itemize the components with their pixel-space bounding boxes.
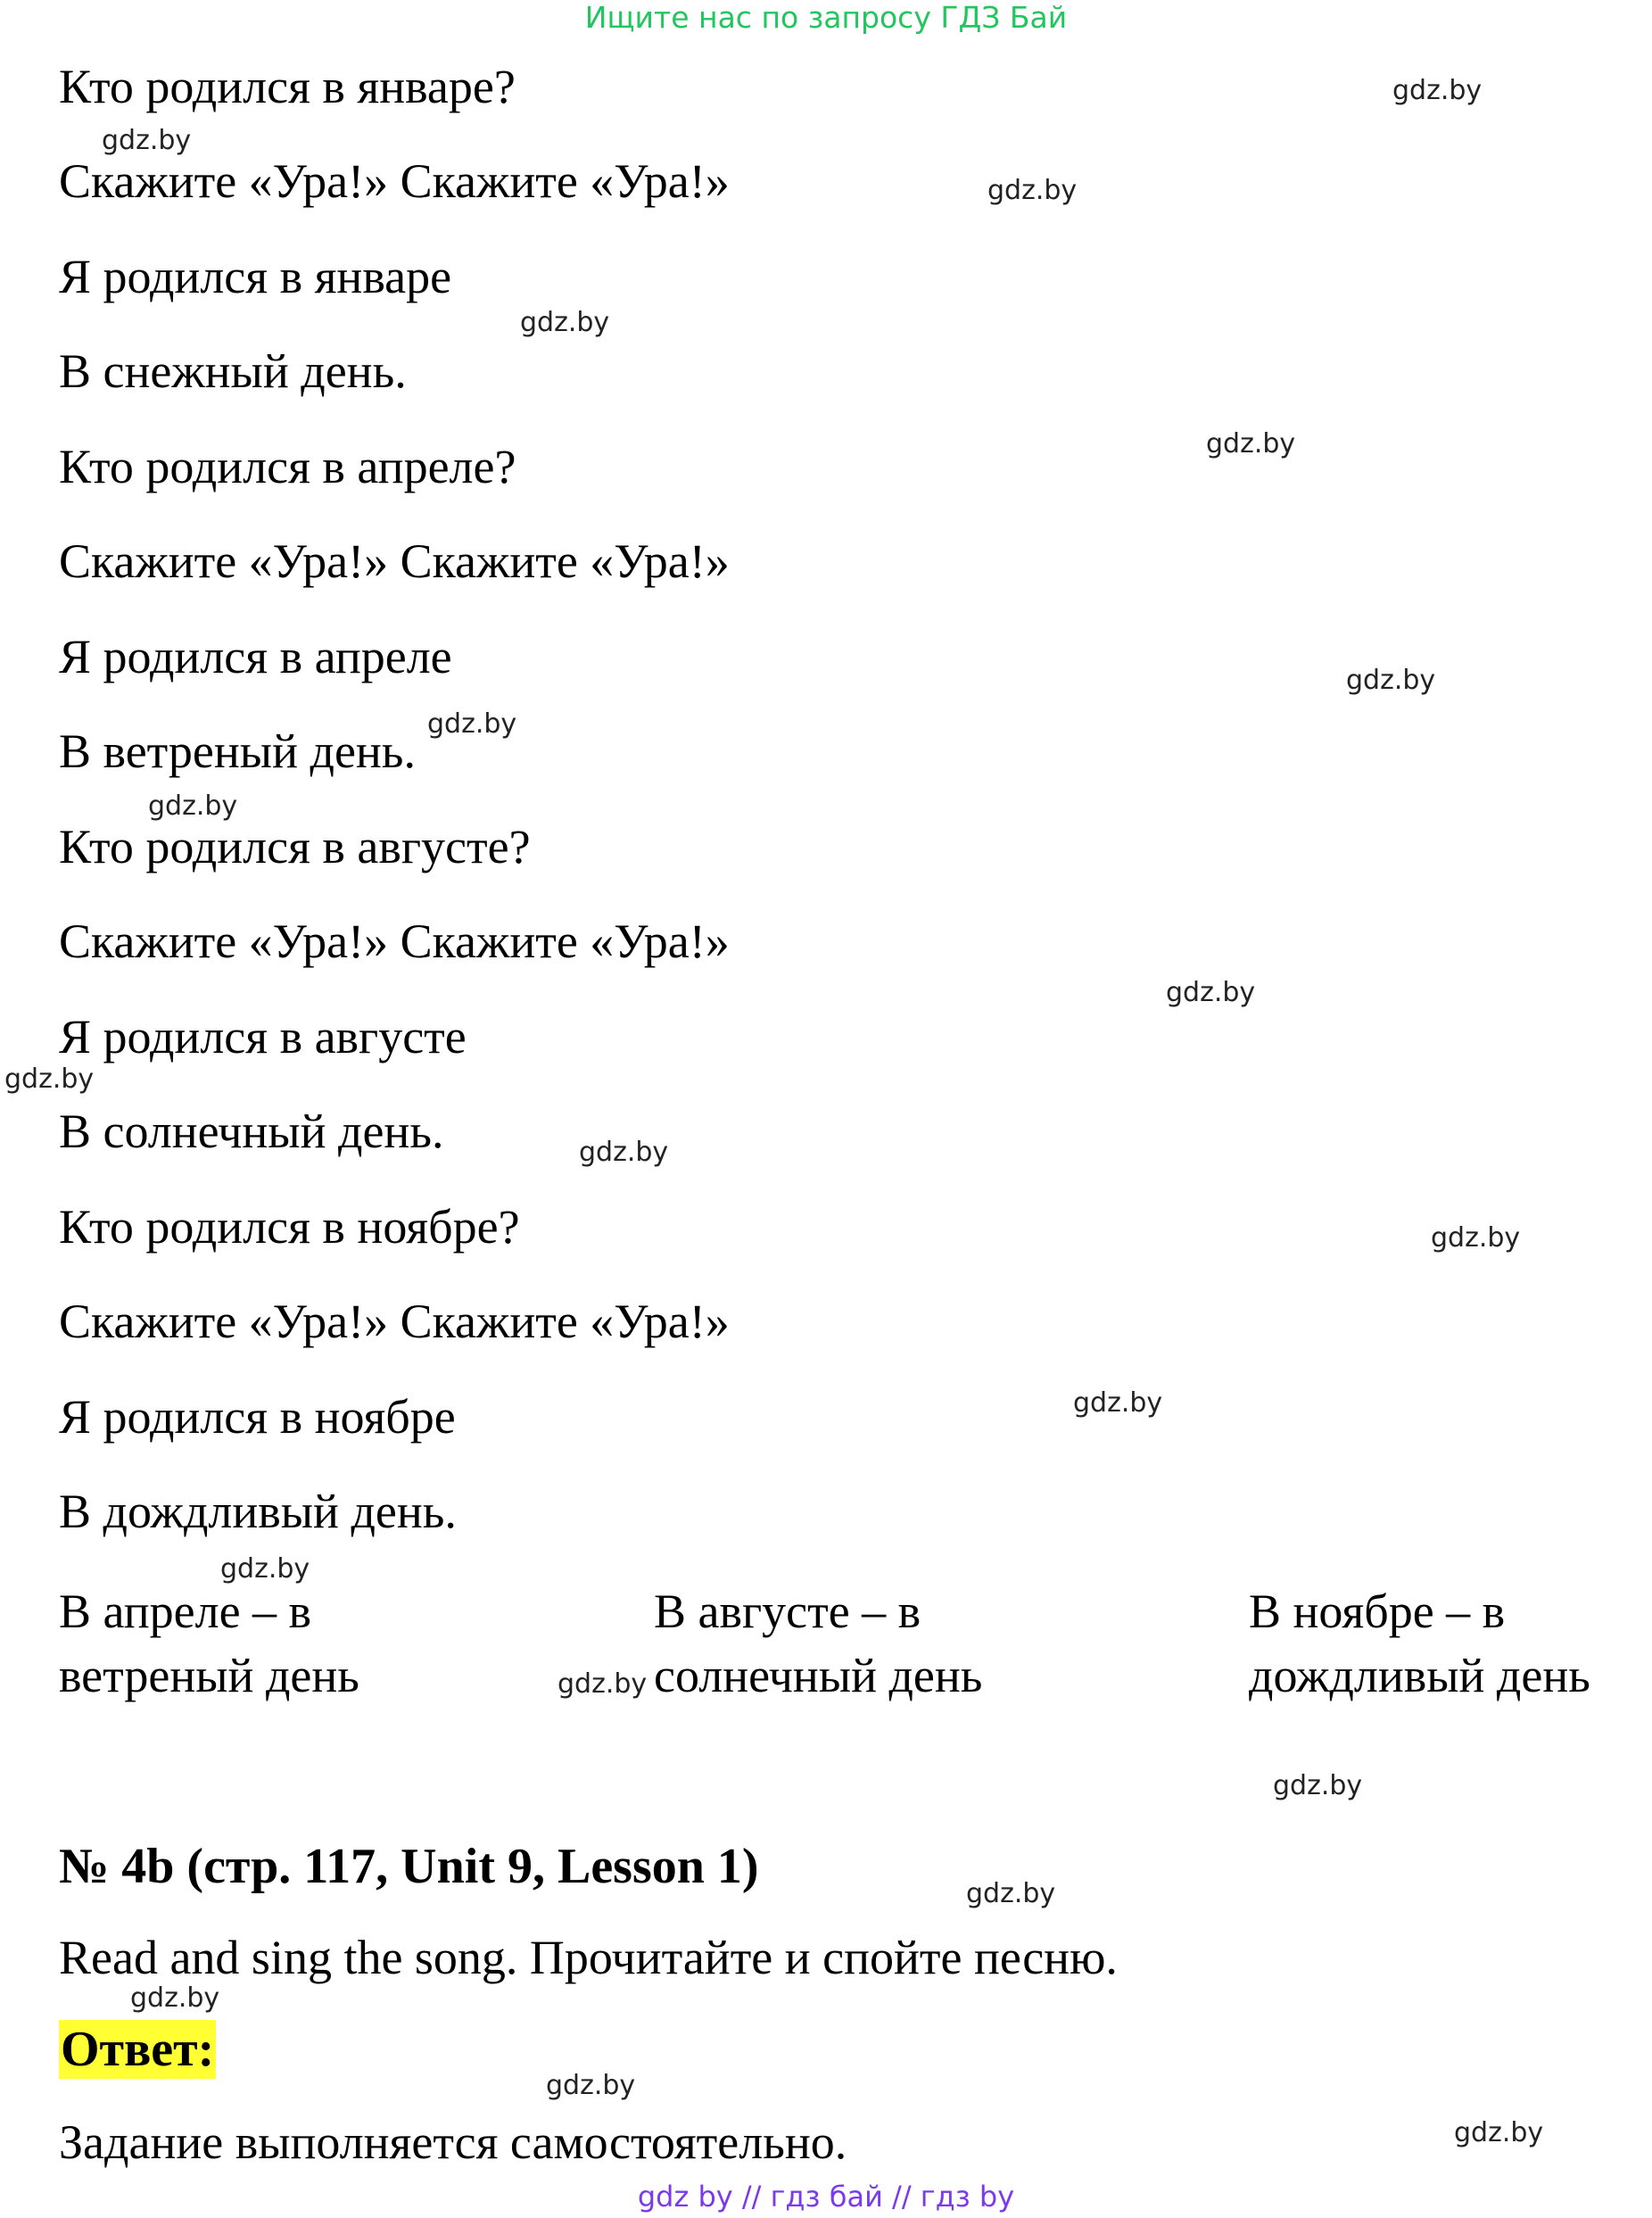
task-instruction: Read and sing the song. Прочитайте и спойте песню. [59,1931,1118,1984]
watermark: gdz.by [148,790,238,822]
song-line-4: В снежный день. [59,344,407,398]
song-line-8: В ветреный день. [59,724,416,778]
task-heading: № 4b (стр. 117, Unit 9, Lesson 1) [59,1839,759,1894]
song-line-14: Скажите «Ура!» Скажите «Ура!» [59,1295,730,1348]
watermark: gdz.by [1431,1222,1521,1254]
summary-column-line: В ноябре – в [1249,1585,1506,1638]
watermark: gdz.by [546,2070,636,2101]
watermark: gdz.by [4,1063,95,1095]
song-line-2: Скажите «Ура!» Скажите «Ура!» [59,154,730,208]
watermark: gdz.by [102,125,192,156]
watermark: gdz.by [1392,75,1483,106]
watermark: gdz.by [1273,1770,1363,1801]
watermark: gdz.by [130,1982,220,2014]
song-line-13: Кто родился в ноябре? [59,1200,520,1254]
summary-column-line: дождливый день [1249,1649,1590,1702]
song-line-10: Скажите «Ура!» Скажите «Ура!» [59,915,730,968]
song-line-1: Кто родился в январе? [59,60,516,113]
summary-column-november [1249,1579,1590,1708]
song-line-15: Я родился в ноябре [59,1390,456,1444]
summary-column-line: В апреле – в [59,1585,312,1638]
watermark: gdz.by [966,1878,1056,1909]
watermark: gdz.by [1073,1387,1163,1419]
watermark: gdz.by [1166,977,1256,1008]
song-line-6: Скажите «Ура!» Скажите «Ура!» [59,534,730,588]
summary-column-line: солнечный день [654,1649,983,1702]
watermark: gdz.by [1346,665,1436,696]
summary-column-april [59,1579,359,1708]
watermark: gdz.by [427,708,517,740]
song-line-11: Я родился в августе [59,1010,467,1063]
song-line-3: Я родился в январе [59,250,452,303]
summary-column-august [654,1579,982,1708]
summary-column-line: В августе – в [654,1585,921,1638]
song-line-16: В дождливый день. [59,1485,457,1538]
song-line-12: В солнечный день. [59,1105,444,1158]
watermark: gdz.by [220,1553,310,1585]
watermark: gdz.by [1454,2117,1544,2148]
song-line-5: Кто родился в апреле? [59,440,516,493]
watermark: gdz.by [1206,428,1296,459]
answer-label: Ответ: [61,2022,215,2077]
song-line-9: Кто родился в августе? [59,820,531,873]
answer-text: Задание выполняется самостоятельно. [59,2115,847,2169]
footer-banner: gdz by // гдз бай // гдз by [637,2180,1015,2214]
song-line-7: Я родился в апреле [59,630,452,683]
watermark: gdz.by [579,1137,669,1168]
header-banner: Ищите нас по запросу ГДЗ Бай [584,0,1068,35]
watermark: gdz.by [987,175,1078,206]
watermark: gdz.by [520,307,610,338]
summary-column-line: ветреный день [59,1649,359,1702]
watermark: gdz.by [558,1668,648,1700]
